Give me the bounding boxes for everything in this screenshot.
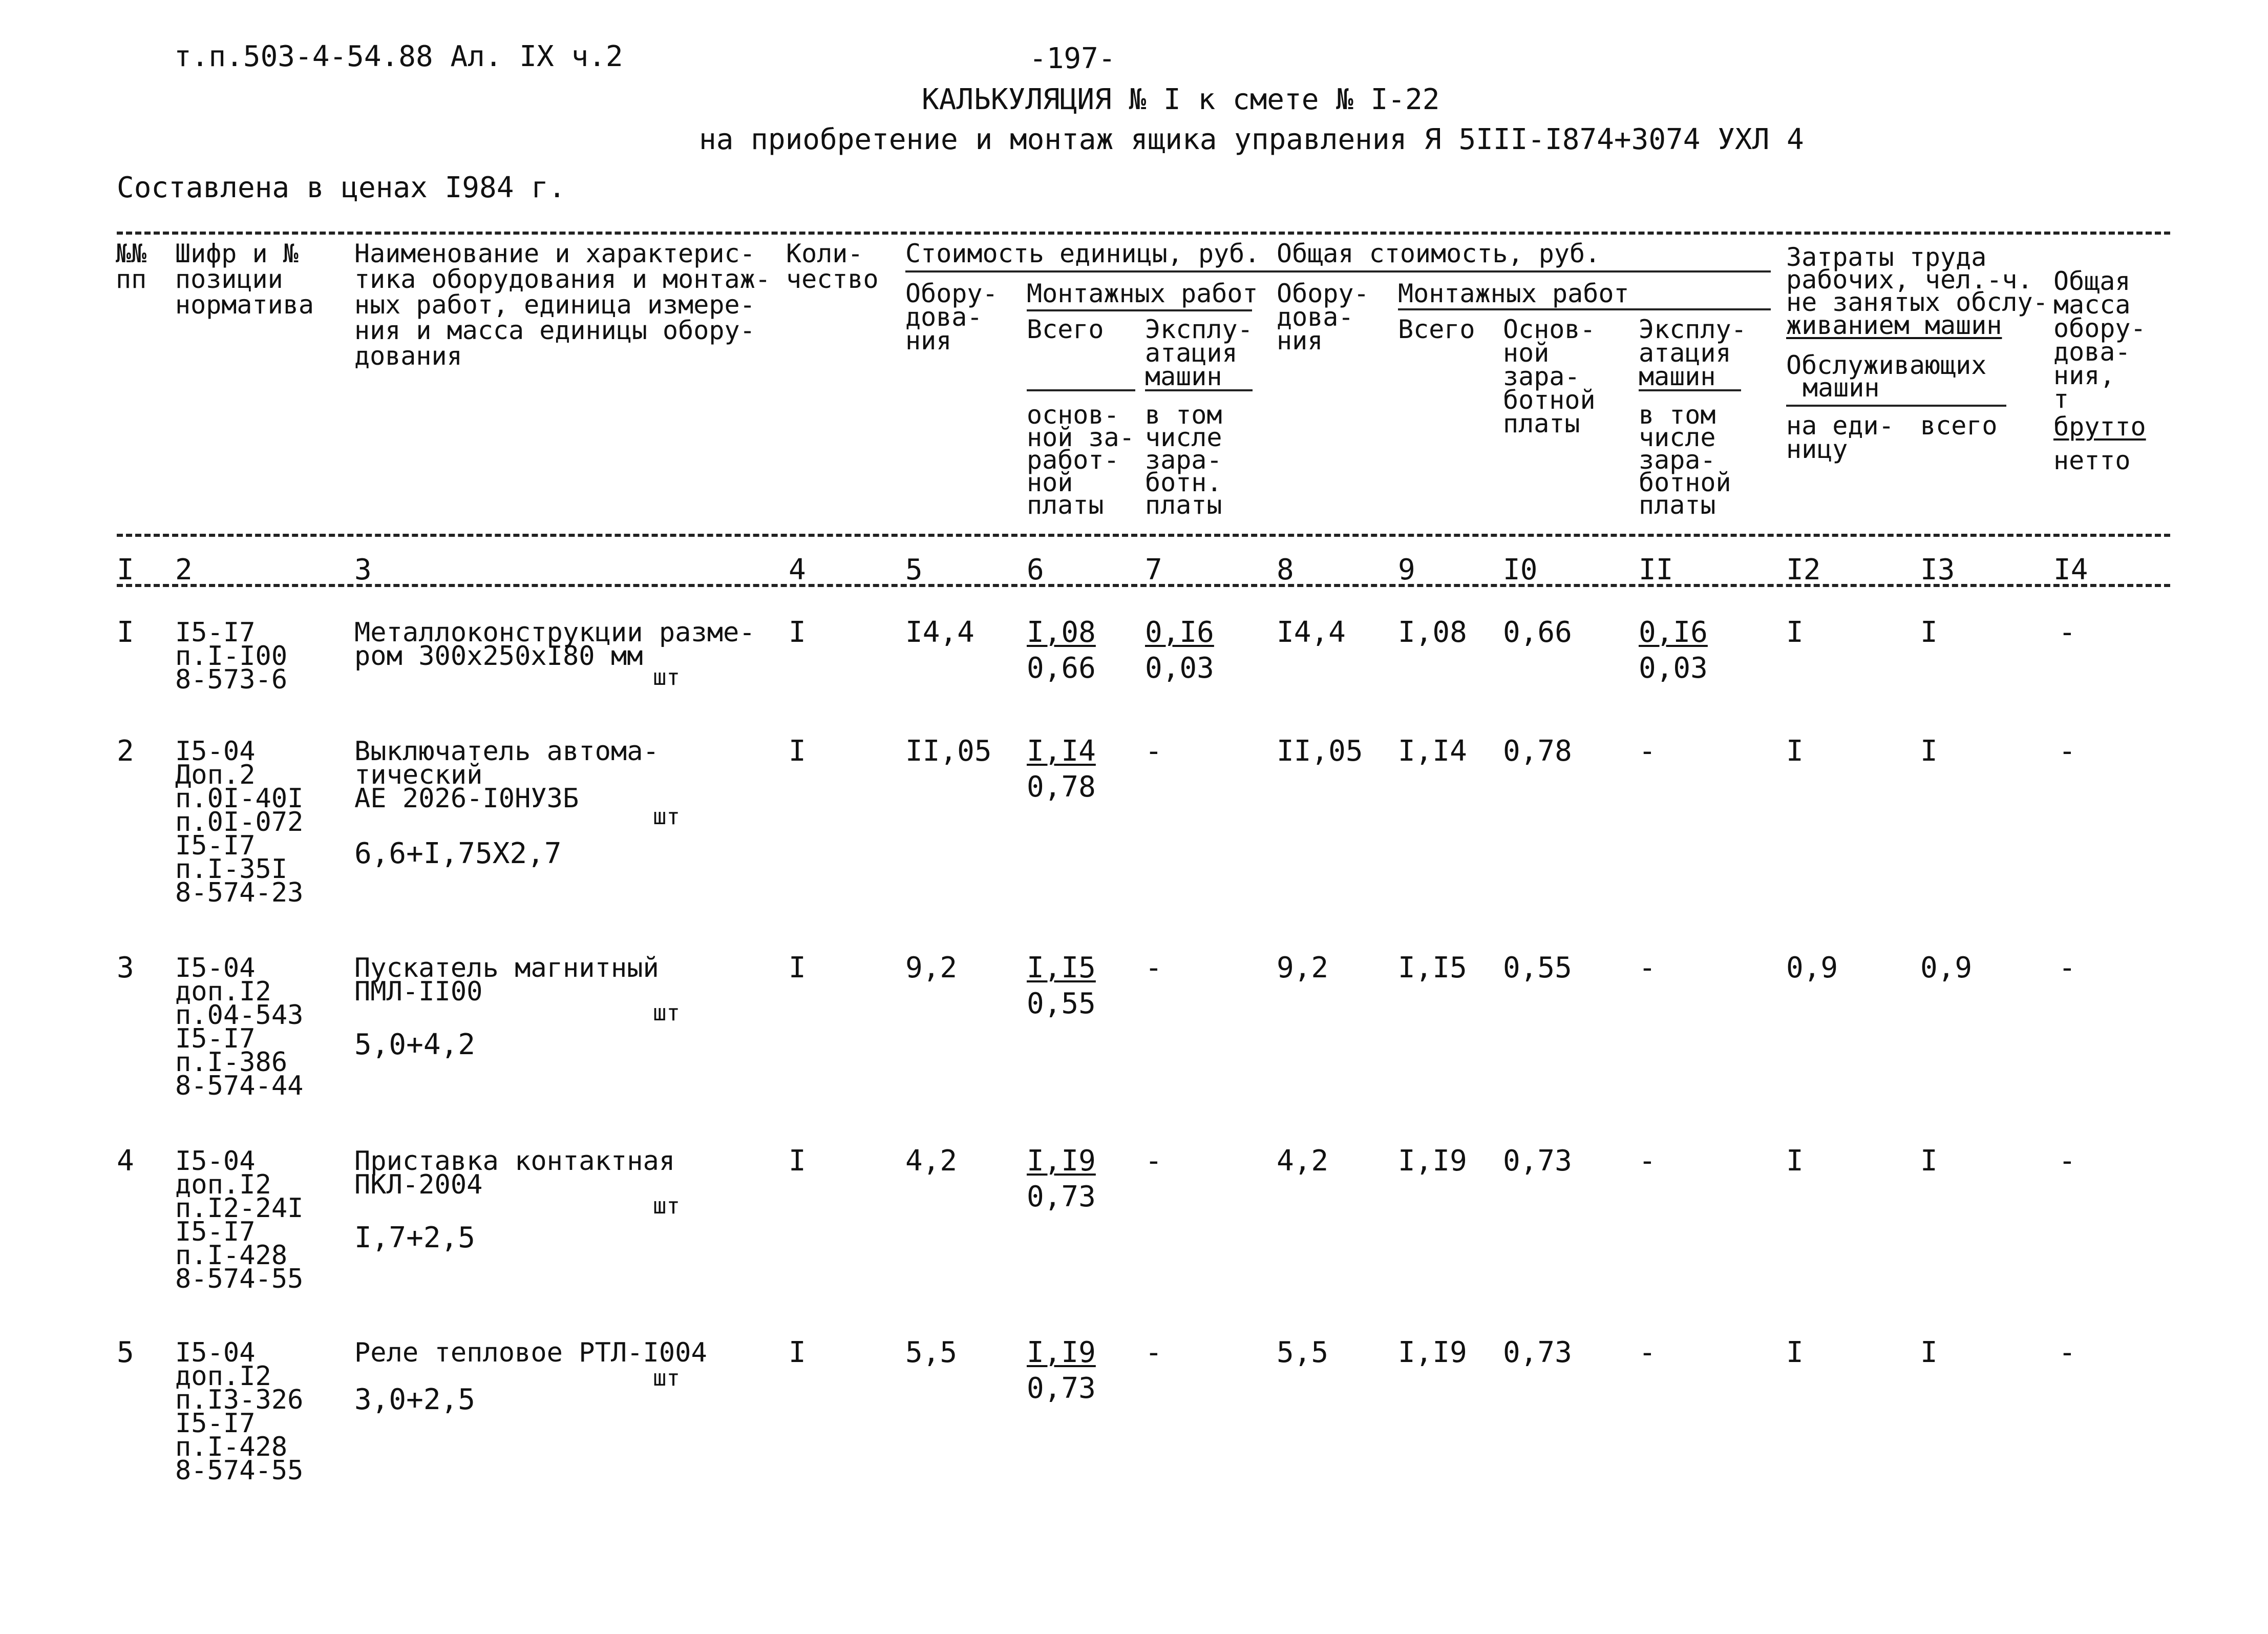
- header-bottom-rule: [117, 534, 2170, 537]
- header-mount-unit: Монтажных работ: [1027, 279, 1258, 308]
- colnum-6: 6: [1027, 553, 1044, 586]
- total-equipment-cost: II,05: [1277, 735, 1363, 768]
- unit-label: шт: [653, 1000, 680, 1026]
- header-col10: Основ- ной зара- ботной платы: [1503, 315, 1596, 438]
- header-col9: Всего: [1398, 315, 1475, 344]
- table-top-rule: [117, 232, 2170, 235]
- item-name: Приставка контактная ПКЛ-2004: [354, 1146, 675, 1200]
- colnum-13: I3: [1920, 553, 1955, 586]
- labor-per-unit: I: [1786, 1144, 1804, 1178]
- colnum-8: 8: [1277, 553, 1294, 586]
- header-col14-gross: брутто: [2053, 412, 2146, 442]
- unit-mount-wages: 0,78: [1027, 770, 1096, 804]
- total-equipment-cost: 4,2: [1277, 1144, 1329, 1178]
- colnum-7: 7: [1145, 553, 1162, 586]
- cost-group-rule: [905, 270, 1771, 273]
- row-number: 4: [117, 1144, 134, 1178]
- colnum-1: I: [117, 553, 134, 586]
- total-mount: I,I5: [1398, 951, 1467, 984]
- unit-machine-wages: 0,03: [1145, 652, 1214, 685]
- total-wages: 0,78: [1503, 735, 1572, 768]
- unit-mount-total: I,I9: [1027, 1144, 1096, 1178]
- row-number: 5: [117, 1336, 134, 1369]
- total-machine-cost: -: [1639, 1336, 1656, 1369]
- labor-total: I: [1920, 616, 1938, 649]
- equipment-mass: -: [2059, 1336, 2076, 1369]
- column-numbers-rule: [117, 584, 2170, 587]
- total-mount: I,I9: [1398, 1144, 1467, 1178]
- header-col4: Коли- чество: [786, 239, 879, 294]
- total-wages: 0,73: [1503, 1144, 1572, 1178]
- document-reference: т.п.503-4-54.88 Ал. IX ч.2: [174, 40, 623, 73]
- header-col14-net: нетто: [2053, 446, 2131, 475]
- labor-per-unit: I: [1786, 1336, 1804, 1369]
- unit-machine-cost: -: [1145, 1144, 1162, 1178]
- quantity: I: [789, 735, 806, 768]
- header-col7-top: Эксплу- атация машин: [1145, 315, 1253, 391]
- quantity: I: [789, 951, 806, 984]
- labor-per-unit: 0,9: [1786, 951, 1838, 984]
- header-col6-bottom: основ- ной за- работ- ной платы: [1027, 400, 1135, 520]
- unit-machine-cost: 0,I6: [1145, 616, 1214, 649]
- norm-code: I5-04 доп.I2 п.I2-24I I5-I7 п.I-428 8-574-55: [175, 1146, 304, 1294]
- mass-formula: 3,0+2,5: [354, 1383, 476, 1416]
- item-name: Металлоконструкции разме- ром 300х250хI80 мм: [354, 617, 755, 672]
- header-col6-top: Всего: [1027, 315, 1104, 344]
- header-col12: на еди- ницу: [1786, 411, 1894, 464]
- header-col1: №№ пп: [116, 239, 147, 294]
- total-wages: 0,73: [1503, 1336, 1572, 1369]
- total-machine-wages: 0,03: [1639, 652, 1708, 685]
- labor-total: 0,9: [1920, 951, 1973, 984]
- unit-machine-cost: -: [1145, 951, 1162, 984]
- colnum-14: I4: [2053, 553, 2088, 586]
- header-col11-bottom: в том числе зара- ботной платы: [1639, 400, 1731, 520]
- equipment-mass: -: [2059, 951, 2076, 984]
- total-machine-cost: 0,I6: [1639, 616, 1708, 649]
- colnum-9: 9: [1398, 553, 1415, 586]
- unit-equipment-cost: 4,2: [905, 1144, 958, 1178]
- labor-total: I: [1920, 735, 1938, 768]
- unit-mount-total: I,I4: [1027, 735, 1096, 768]
- page-number: -197-: [1029, 42, 1116, 75]
- item-name: Пускатель магнитный ПМЛ-II00: [354, 953, 659, 1007]
- header-total-cost: Общая стоимость, руб.: [1277, 239, 1601, 268]
- header-labor: Затраты труда рабочих, чел.-ч. не занятых обслу-: [1786, 242, 2048, 317]
- total-mount: I,I4: [1398, 735, 1467, 768]
- unit-equipment-cost: 9,2: [905, 951, 958, 984]
- total-wages: 0,66: [1503, 616, 1572, 649]
- col6-split-rule: [1027, 389, 1135, 391]
- page-title: КАЛЬКУЛЯЦИЯ № I к смете № I-22: [922, 83, 1440, 116]
- norm-code: I5-04 доп.I2 п.04-543 I5-I7 п.I-386 8-574-44: [175, 953, 304, 1101]
- page-subtitle: на приобретение и монтаж ящика управления Я 5III-I874+3074 УХЛ 4: [699, 123, 1804, 156]
- unit-mount-wages: 0,73: [1027, 1180, 1096, 1213]
- mount-unit-rule: [1027, 309, 1252, 311]
- equipment-mass: -: [2059, 735, 2076, 768]
- mass-formula: I,7+2,5: [354, 1221, 476, 1254]
- colnum-10: I0: [1503, 553, 1538, 586]
- total-mount: I,I9: [1398, 1336, 1467, 1369]
- row-number: 2: [117, 735, 134, 768]
- item-name: Реле тепловое РТЛ-I004: [354, 1337, 707, 1368]
- labor-serv-rule: [1786, 405, 2006, 407]
- unit-machine-cost: -: [1145, 1336, 1162, 1369]
- norm-code: I5-I7 п.I-I00 8-573-6: [175, 617, 288, 695]
- header-col11-top: Эксплу- атация машин: [1639, 315, 1747, 391]
- header-col7-bottom: в том числе зара- ботн. платы: [1145, 400, 1222, 520]
- unit-label: шт: [653, 1193, 680, 1219]
- total-wages: 0,55: [1503, 951, 1572, 984]
- header-col3: Наименование и характерис- тика оборудования и монтаж- ных работ, единица измере- ния и масса единицы обору- дования: [354, 239, 771, 371]
- unit-mount-total: I,I5: [1027, 951, 1096, 984]
- header-labor-machines: живанием машин: [1786, 310, 2002, 340]
- unit-equipment-cost: I4,4: [905, 616, 974, 649]
- header-col8: Обору- дова- ния: [1277, 279, 1369, 355]
- header-col14: Общая масса обору- дова- ния, т: [2053, 266, 2146, 414]
- unit-mount-wages: 0,73: [1027, 1372, 1096, 1405]
- unit-label: шт: [653, 1365, 680, 1391]
- unit-mount-wages: 0,55: [1027, 987, 1096, 1020]
- row-number: I: [117, 616, 134, 649]
- unit-label: шт: [653, 664, 680, 690]
- header-col5: Обору- дова- ния: [905, 279, 998, 355]
- unit-mount-total: I,I9: [1027, 1336, 1096, 1369]
- quantity: I: [789, 1144, 806, 1178]
- row-number: 3: [117, 951, 134, 984]
- norm-code: I5-04 доп.I2 п.I3-326 I5-I7 п.I-428 8-574-55: [175, 1337, 304, 1486]
- total-equipment-cost: 9,2: [1277, 951, 1329, 984]
- equipment-mass: -: [2059, 616, 2076, 649]
- header-labor-serv: Обслуживающих: [1786, 350, 1987, 380]
- labor-total: I: [1920, 1144, 1938, 1178]
- header-col2: Шифр и № позиции норматива: [175, 239, 314, 320]
- header-labor-serv2: машин: [1803, 373, 1880, 403]
- colnum-12: I2: [1786, 553, 1821, 586]
- colnum-4: 4: [789, 553, 806, 586]
- labor-total: I: [1920, 1336, 1938, 1369]
- colnum-5: 5: [905, 553, 923, 586]
- prices-note: Составлена в ценах I984 г.: [117, 171, 566, 204]
- colnum-11: II: [1639, 553, 1673, 586]
- total-equipment-cost: I4,4: [1277, 616, 1346, 649]
- total-mount: I,08: [1398, 616, 1467, 649]
- quantity: I: [789, 616, 806, 649]
- colnum-3: 3: [354, 553, 372, 586]
- unit-machine-cost: -: [1145, 735, 1162, 768]
- labor-per-unit: I: [1786, 735, 1804, 768]
- mass-formula: 5,0+4,2: [354, 1028, 476, 1061]
- norm-code: I5-04 Доп.2 п.0I-40I п.0I-072 I5-I7 п.I-35I 8-574-23: [175, 736, 304, 908]
- header-col13: всего: [1920, 411, 1998, 441]
- quantity: I: [789, 1336, 806, 1369]
- header-unit-cost: Стоимость единицы, руб.: [905, 239, 1260, 268]
- equipment-mass: -: [2059, 1144, 2076, 1178]
- header-mount-total: Монтажных работ: [1398, 279, 1629, 308]
- colnum-2: 2: [175, 553, 193, 586]
- mass-formula: 6,6+I,75Х2,7: [354, 837, 562, 870]
- total-machine-cost: -: [1639, 735, 1656, 768]
- unit-label: шт: [653, 804, 680, 830]
- unit-mount-total: I,08: [1027, 616, 1096, 649]
- total-machine-cost: -: [1639, 951, 1656, 984]
- unit-mount-wages: 0,66: [1027, 652, 1096, 685]
- unit-equipment-cost: 5,5: [905, 1336, 958, 1369]
- item-name: Выключатель автома- тический АЕ 2026-I0НУ3Б: [354, 736, 659, 814]
- total-equipment-cost: 5,5: [1277, 1336, 1329, 1369]
- total-machine-cost: -: [1639, 1144, 1656, 1178]
- labor-per-unit: I: [1786, 616, 1804, 649]
- unit-equipment-cost: II,05: [905, 735, 992, 768]
- mount-total-rule: [1398, 308, 1771, 310]
